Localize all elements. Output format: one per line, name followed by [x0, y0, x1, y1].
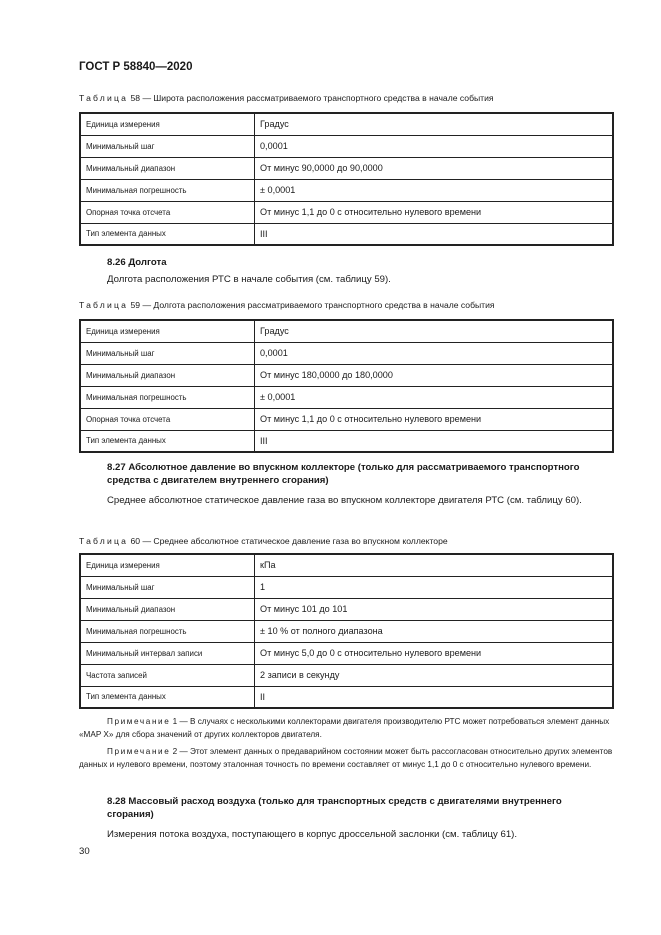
row-value: ± 0,0001 — [255, 179, 614, 201]
table-row — [80, 642, 613, 664]
row-value: Градус — [255, 113, 614, 135]
section-8-28-heading: 8.28 Массовый расход воздуха (только для транспортных средств с двигателями внутреннего сгорания) — [107, 796, 562, 820]
table-59-caption — [79, 300, 495, 310]
section-8-27-heading: 8.27 Абсолютное давление во впускном коллекторе (только для рассматриваемого транспортного средства с двигателем внутреннего сгорания) — [107, 462, 580, 486]
table-row — [80, 223, 613, 245]
table-row — [80, 686, 613, 708]
row-value: От минус 5,0 до 0 с относительно нулевого времени — [255, 642, 614, 664]
table-row — [80, 179, 613, 201]
row-key: Минимальный шаг — [80, 576, 255, 598]
row-key: Частота записей — [80, 664, 255, 686]
table-row — [80, 386, 613, 408]
row-key: Минимальная погрешность — [80, 620, 255, 642]
row-key: Минимальный диапазон — [80, 364, 255, 386]
row-value: II — [255, 686, 614, 708]
table-row — [80, 342, 613, 364]
table-row — [80, 598, 613, 620]
table-row — [80, 664, 613, 686]
row-key: Единица измерения — [80, 113, 255, 135]
row-key: Опорная точка отсчета — [80, 408, 255, 430]
table-row — [80, 135, 613, 157]
caption-prefix: Таблица — [79, 300, 129, 310]
note-prefix: Примечание — [107, 717, 171, 726]
table-row — [80, 430, 613, 452]
row-value: ± 10 % от полного диапазона — [255, 620, 614, 642]
table-row — [80, 320, 613, 342]
row-value: От минус 101 до 101 — [255, 598, 614, 620]
row-value: 0,0001 — [255, 342, 614, 364]
row-value: От минус 180,0000 до 180,0000 — [255, 364, 614, 386]
table-row — [80, 620, 613, 642]
table-row — [80, 201, 613, 223]
section-8-26-heading: 8.26 Долгота — [107, 257, 167, 268]
table-row — [80, 113, 613, 135]
caption-text: 60 — Среднее абсолютное статическое давление газа во впускном коллекторе — [128, 536, 448, 546]
row-value: От минус 1,1 до 0 с относительно нулевого времени — [255, 408, 614, 430]
table-60-caption — [79, 536, 448, 546]
caption-prefix: Таблица — [79, 93, 129, 103]
caption-prefix: Таблица — [79, 536, 129, 546]
table-row — [80, 157, 613, 179]
row-key: Единица измерения — [80, 320, 255, 342]
row-key: Минимальный шаг — [80, 342, 255, 364]
row-value: III — [255, 223, 614, 245]
table-row — [80, 554, 613, 576]
caption-text: 59 — Долгота расположения рассматриваемого транспортного средства в начале события — [128, 300, 495, 310]
row-key: Тип элемента данных — [80, 430, 255, 452]
row-value: От минус 90,0000 до 90,0000 — [255, 157, 614, 179]
table-60 — [79, 553, 614, 709]
row-key: Опорная точка отсчета — [80, 201, 255, 223]
table-58-caption — [79, 93, 494, 103]
row-value: III — [255, 430, 614, 452]
table-59 — [79, 319, 614, 453]
row-value: Градус — [255, 320, 614, 342]
section-8-27-text: Среднее абсолютное статическое давление газа во впускном коллекторе двигателя РТС (см. таблицу 60). — [107, 495, 582, 506]
row-key: Минимальная погрешность — [80, 386, 255, 408]
row-key: Минимальный интервал записи — [80, 642, 255, 664]
row-key: Минимальный диапазон — [80, 598, 255, 620]
table-58 — [79, 112, 614, 246]
row-value: 0,0001 — [255, 135, 614, 157]
caption-text: 58 — Широта расположения рассматриваемого транспортного средства в начале события — [128, 93, 494, 103]
table-row — [80, 364, 613, 386]
row-key: Минимальный диапазон — [80, 157, 255, 179]
document-code: ГОСТ Р 58840—2020 — [79, 61, 193, 73]
section-8-28-text: Измерения потока воздуха, поступающего в корпус дроссельной заслонки (см. таблицу 61). — [107, 829, 518, 840]
row-value: кПа — [255, 554, 614, 576]
row-value: От минус 1,1 до 0 с относительно нулевого времени — [255, 201, 614, 223]
section-8-26-text: Долгота расположения РТС в начале события (см. таблицу 59). — [107, 274, 391, 285]
note-2 — [79, 746, 614, 771]
row-key: Тип элемента данных — [80, 686, 255, 708]
table-row — [80, 576, 613, 598]
note-text: 1 — В случаях с несколькими коллекторами двигателя производителю РТС может потребоваться элемент данных «MAP X» для сбора значений от других коллекторов двигателя. — [79, 717, 610, 739]
row-key: Минимальная погрешность — [80, 179, 255, 201]
row-value: 1 — [255, 576, 614, 598]
note-text: 2 — Этот элемент данных о предаварийном состоянии может быть рассогласован относительно других элементов данных и нулевого времени, поэтому эталонная точность по времени составляет от минус 1,1 до 0 с относительно нулевого времени. — [79, 747, 613, 769]
row-key: Минимальный шаг — [80, 135, 255, 157]
row-key: Тип элемента данных — [80, 223, 255, 245]
table-row — [80, 408, 613, 430]
row-value: 2 записи в секунду — [255, 664, 614, 686]
row-key: Единица измерения — [80, 554, 255, 576]
page-number: 30 — [79, 846, 90, 857]
row-value: ± 0,0001 — [255, 386, 614, 408]
note-1 — [79, 716, 614, 741]
note-prefix: Примечание — [107, 747, 171, 756]
